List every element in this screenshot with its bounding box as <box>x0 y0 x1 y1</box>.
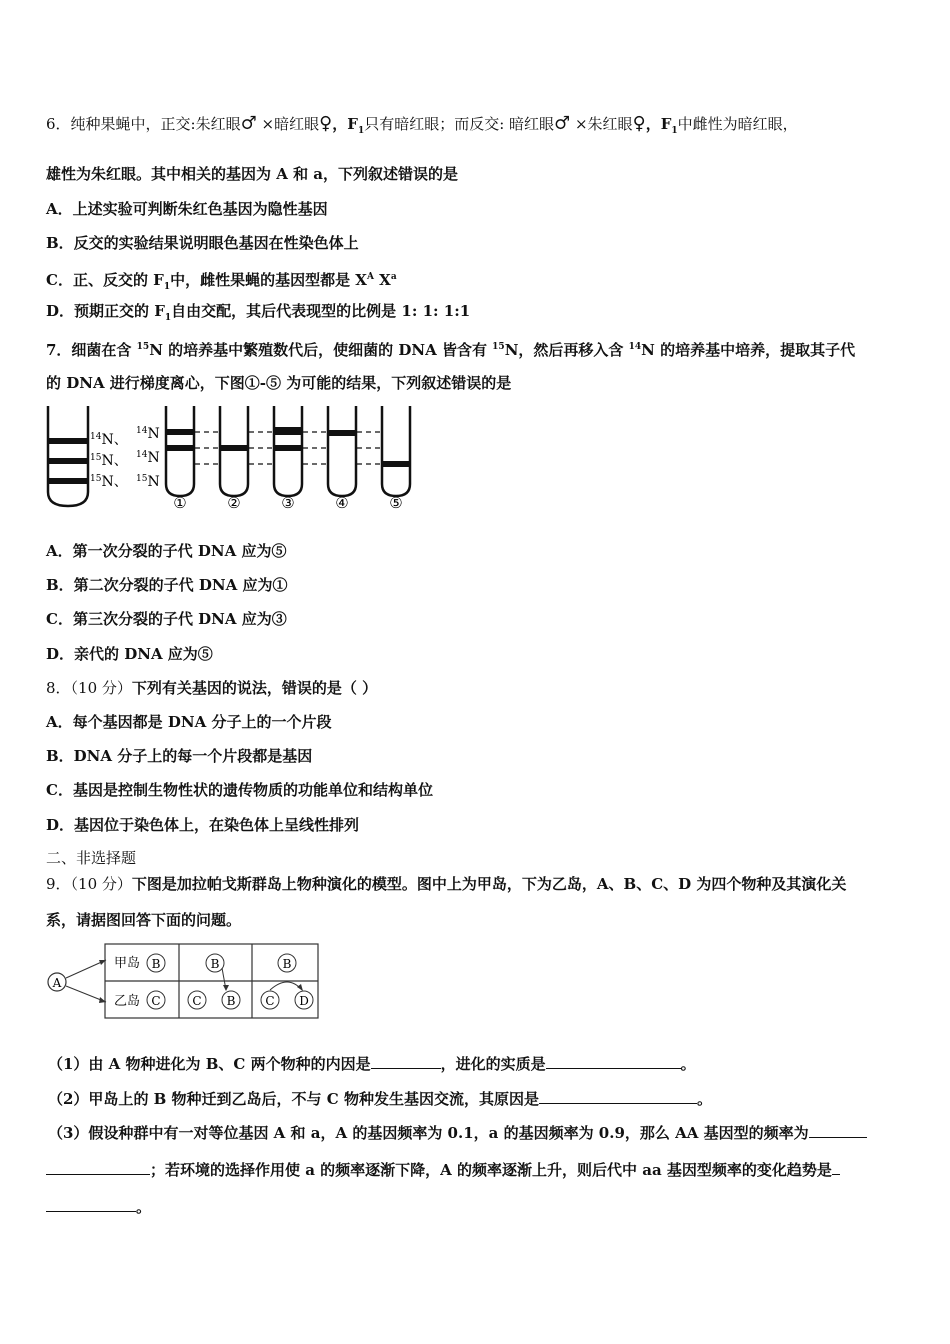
q9-sub3-cont: ；若环境的选择作用使 a 的频率逐渐下降，A 的频率逐渐上升，则后代中 aa 基因型频率的变化趋势是 <box>46 1159 840 1180</box>
reference-tube <box>48 406 88 506</box>
male-symbol: ♂ <box>240 113 257 134</box>
tube-label-1: ① <box>173 494 187 512</box>
tube-1 <box>166 406 194 496</box>
tube-label-3: ③ <box>281 494 295 512</box>
q9-sub3-end: 。 <box>46 1196 151 1217</box>
svg-text:D: D <box>299 994 309 1008</box>
answer-blank-3[interactable] <box>539 1088 697 1104</box>
female-symbol: ♀ <box>319 113 333 134</box>
q7-option-d: D．亲代的 DNA 应为⑤ <box>46 645 213 663</box>
mid-label-1: $^{14}$N <box>136 426 160 442</box>
tube-label-2: ② <box>227 494 241 512</box>
answer-blank-2[interactable] <box>546 1053 681 1069</box>
svg-text:B: B <box>210 957 220 971</box>
answer-blank-4[interactable] <box>809 1122 867 1138</box>
q8-stem: 8．（10 分）下列有关基因的说法，错误的是（ ） <box>46 679 378 697</box>
q9-stem: 9．（10 分）下图是加拉帕戈斯群岛上物种演化的模型。图中上为甲岛，下为乙岛，A、B、C、D 为四个物种及其演化关 <box>46 875 847 893</box>
tube-label-4: ④ <box>335 494 349 512</box>
q9-sub1: （1）由 A 物种进化为 B、C 两个物种的内因是 ，进化的实质是 。 <box>48 1055 696 1073</box>
answer-blank-5-cont[interactable] <box>46 1196 136 1212</box>
q7-option-b: B．第二次分裂的子代 DNA 应为① <box>46 576 288 594</box>
svg-text:B: B <box>226 994 236 1008</box>
q9-sub2: （2）甲岛上的 B 物种迁到乙岛后，不与 C 物种发生基因交流，其原因是 。 <box>48 1090 712 1108</box>
tube-5 <box>382 406 410 496</box>
reference-band-hybrid <box>48 458 88 464</box>
ref-label-1: $^{14}$N、 <box>90 432 128 448</box>
svg-text:B: B <box>151 957 161 971</box>
tube-label-5: ⑤ <box>389 494 403 512</box>
q8-option-c: C．基因是控制生物性状的遗传物质的功能单位和结构单位 <box>46 781 433 799</box>
q8-option-b: B．DNA 分子上的每一个片段都是基因 <box>46 747 313 765</box>
section-heading: 二、非选择题 <box>46 849 137 867</box>
answer-blank-4-cont[interactable] <box>46 1159 150 1175</box>
q8-option-a: A．每个基因都是 DNA 分子上的一个片段 <box>46 713 332 731</box>
tube-2 <box>220 406 248 496</box>
q6-option-c: C．正、反交的 $F_1$中，雌性果蝇的基因型都是 $X^A$ $X^a$ <box>46 271 397 292</box>
svg-text:A: A <box>52 976 62 990</box>
q8-option-d: D．基因位于染色体上，在染色体上呈线性排列 <box>46 816 360 834</box>
reference-band-14n <box>48 438 88 444</box>
centrifuge-figure <box>40 402 420 514</box>
answer-blank-5[interactable] <box>832 1159 840 1175</box>
female-symbol: ♀ <box>632 113 646 134</box>
island-figure <box>44 940 324 1022</box>
q6-option-d: D．预期正交的 $F_1$自由交配，其后代表现型的比例是 1: 1: 1:1 <box>46 302 471 323</box>
q6-stem: 6．纯种果蝇中，正交:朱红眼♂ ×暗红眼♀，$F_1$只有暗红眼；而反交: 暗红眼♂ ×朱红眼♀，$F_1$中雌性为暗红眼， <box>46 113 798 136</box>
ref-label-3: $^{15}$N、 <box>90 474 128 490</box>
mid-label-3: $^{15}$N <box>136 474 160 490</box>
island-2-label: 乙岛 <box>114 994 141 1009</box>
svg-text:B: B <box>282 957 292 971</box>
tube-4 <box>328 406 356 496</box>
q7-stem-cont: 的 DNA 进行梯度离心，下图①-⑤ 为可能的结果，下列叙述错误的是 <box>46 374 512 392</box>
svg-text:C: C <box>151 994 161 1008</box>
q6-stem-cont: 雄性为朱红眼。其中相关的基因为 A 和 a，下列叙述错误的是 <box>46 165 459 183</box>
tube-3 <box>274 406 302 496</box>
answer-blank-1[interactable] <box>371 1053 441 1069</box>
island-1-label: 甲岛 <box>114 956 141 971</box>
q7-option-a: A．第一次分裂的子代 DNA 应为⑤ <box>46 542 287 560</box>
q6-option-b: B．反交的实验结果说明眼色基因在性染色体上 <box>46 234 359 252</box>
q9-sub3: （3）假设种群中有一对等位基因 A 和 a，A 的基因频率为 0.1，a 的基因频率为 0.9，那么 AA 基因型的频率为 <box>48 1122 867 1143</box>
q7-option-c: C．第三次分裂的子代 DNA 应为③ <box>46 610 287 628</box>
svg-text:C: C <box>265 994 275 1008</box>
q6-option-a: A．上述实验可判断朱红色基因为隐性基因 <box>46 200 328 218</box>
q9-stem-cont: 系，请据图回答下面的问题。 <box>46 911 242 929</box>
svg-text:C: C <box>192 994 202 1008</box>
mid-label-2: $^{14}$N <box>136 450 160 466</box>
male-symbol: ♂ <box>554 113 571 134</box>
ref-label-2: $^{15}$N、 <box>90 453 128 469</box>
reference-band-15n <box>48 478 88 484</box>
q7-stem: 7．细菌在含 $^{15}$N 的培养基中繁殖数代后，使细菌的 DNA 皆含有 $^{15}$N，然后再移入含 $^{14}$N 的培养基中培养，提取其子代 <box>46 341 856 359</box>
